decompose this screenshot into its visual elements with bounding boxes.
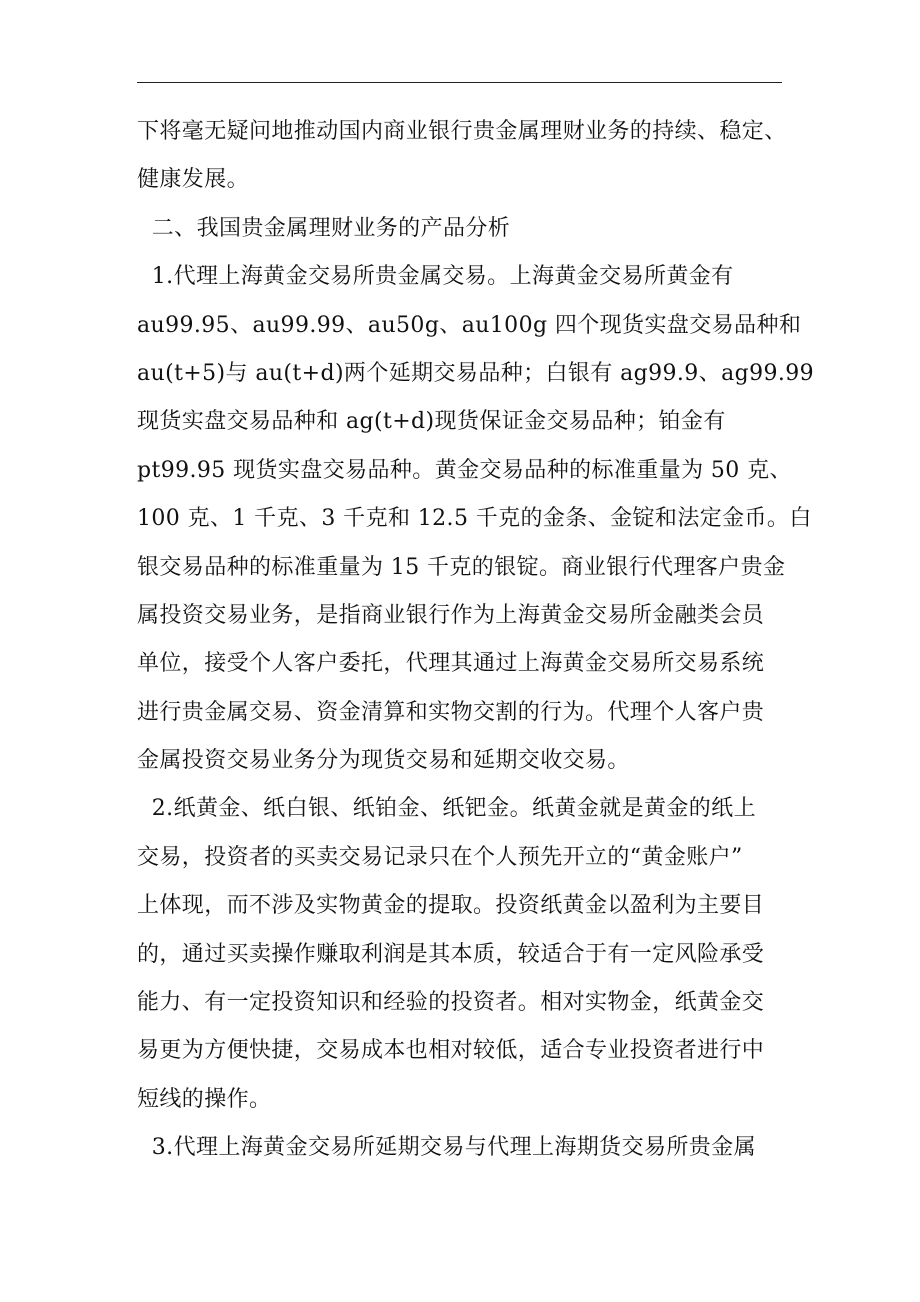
- section-heading: 二、我国贵金属理财业务的产品分析: [137, 215, 511, 241]
- text-line: 银交易品种的标准重量为 15 千克的银锭。商业银行代理客户贵金: [137, 554, 786, 580]
- text-line: 的，通过买卖操作赚取利润是其本质，较适合于有一定风险承受: [137, 941, 765, 967]
- text-line: 1.代理上海黄金交易所贵金属交易。上海黄金交易所黄金有: [137, 264, 734, 290]
- text-line: 100 克、1 千克、3 千克和 12.5 千克的金条、金锭和法定金币。白: [137, 506, 812, 532]
- text-line: 2.纸黄金、纸白银、纸铂金、纸钯金。纸黄金就是黄金的纸上: [137, 796, 756, 822]
- text-line: 单位，接受个人客户委托，代理其通过上海黄金交易所交易系统: [137, 651, 765, 677]
- text-line: 3.代理上海黄金交易所延期交易与代理上海期货交易所贵金属: [137, 1135, 756, 1161]
- text-line: 短线的操作。: [137, 1086, 272, 1112]
- text-line: 交易，投资者的买卖交易记录只在个人预先开立的“黄金账户”: [137, 844, 743, 870]
- text-line: au(t+5)与 au(t+d)两个延期交易品种；白银有 ag99.9、ag99.99: [137, 360, 815, 386]
- text-line: 金属投资交易业务分为现货交易和延期交收交易。: [137, 748, 630, 774]
- text-line: 下将毫无疑问地推动国内商业银行贵金属理财业务的持续、稳定、: [137, 119, 787, 144]
- text-line: 现货实盘交易品种和 ag(t+d)现货保证金交易品种；铂金有: [137, 409, 726, 435]
- text-line: pt99.95 现货实盘交易品种。黄金交易品种的标准重量为 50 克、: [137, 457, 792, 483]
- text-line: 进行贵金属交易、资金清算和实物交割的行为。代理个人客户贵: [137, 699, 765, 725]
- document-body: [137, 108, 815, 1173]
- header-rule: [137, 82, 782, 83]
- text-line: 易更为方便快捷，交易成本也相对较低，适合专业投资者进行中: [137, 1038, 765, 1064]
- text-line: 能力、有一定投资知识和经验的投资者。相对实物金，纸黄金交: [137, 990, 765, 1016]
- text-line: 健康发展。: [137, 167, 250, 193]
- text-line: 上体现，而不涉及实物黄金的提取。投资纸黄金以盈利为主要目: [137, 893, 765, 919]
- text-line: 属投资交易业务，是指商业银行作为上海黄金交易所金融类会员: [137, 602, 765, 628]
- text-line: au99.95、au99.99、au50g、au100g 四个现货实盘交易品种和: [137, 312, 802, 338]
